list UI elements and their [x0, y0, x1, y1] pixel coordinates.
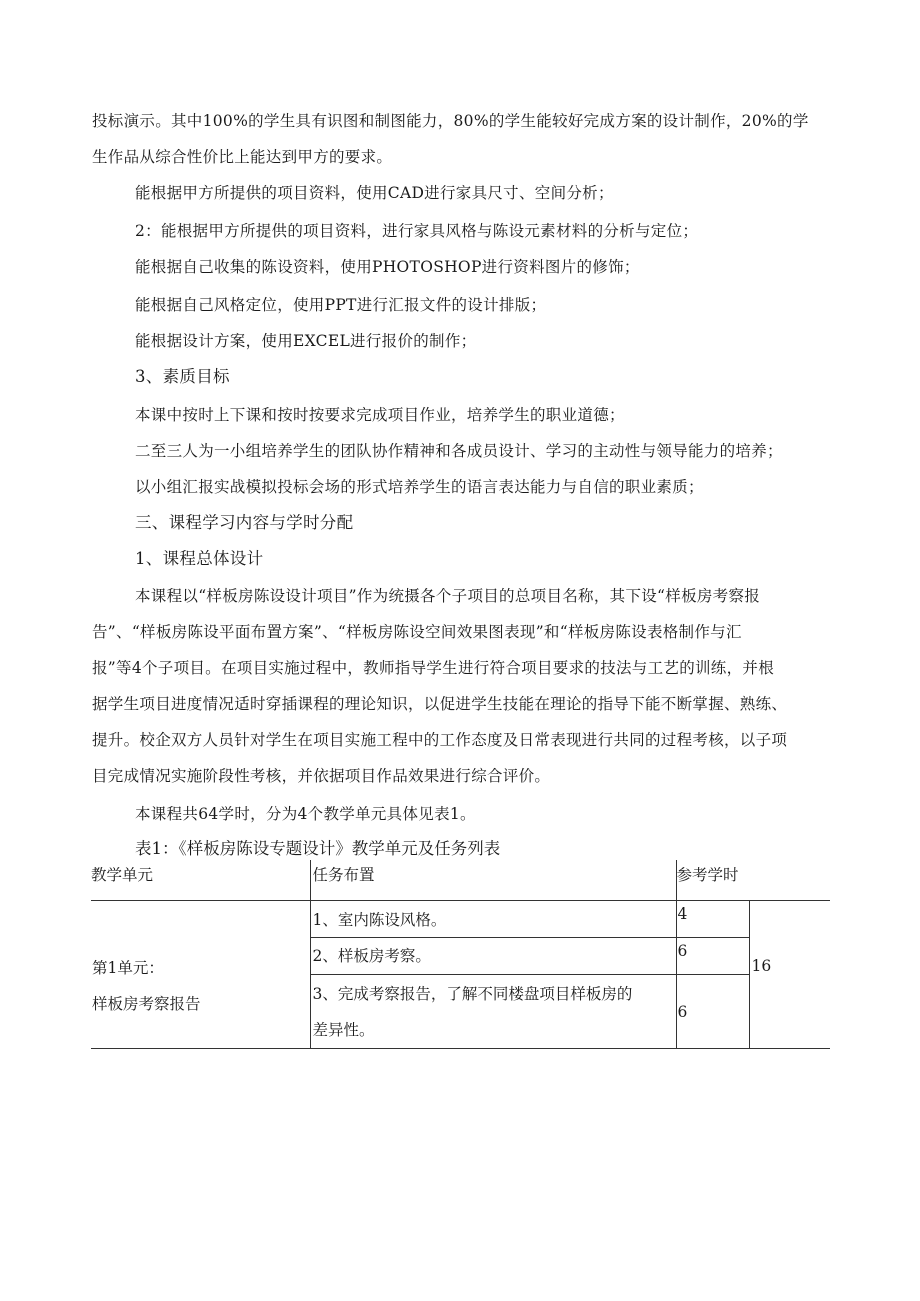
- skill-ppt: 能根据自己风格定位，使用PPT进行汇报文件的设计排版；: [135, 296, 547, 314]
- task-hours-value: 6: [677, 942, 688, 960]
- task-hours-value: 4: [677, 905, 688, 923]
- design-body-line4: 据学生项目进度情况适时穿插课程的理论知识，以促进学生技能在理论的指导下能不断掌握、熟练、: [92, 695, 788, 713]
- header-hours: [676, 860, 830, 901]
- header-hours-label: 参考学时: [676, 866, 739, 884]
- quality-item-2: 二至三人为一小组培养学生的团队协作精神和各成员设计、学习的主动性与领导能力的培养；: [135, 442, 783, 460]
- task-text-line1: 3、完成考察报告，了解不同楼盘项目样板房的: [312, 985, 633, 1003]
- header-unit: [91, 860, 310, 901]
- teaching-units-table: [91, 860, 830, 1049]
- task-cell: [310, 975, 676, 1049]
- header-tasks: [310, 860, 676, 901]
- quality-heading: 3、素质目标: [135, 367, 230, 386]
- section-heading: 三、课程学习内容与学时分配: [135, 513, 354, 532]
- header-tasks-label: 任务布置: [312, 866, 375, 884]
- unit-total-hours-value: 16: [751, 956, 772, 975]
- task-cell: [310, 938, 676, 975]
- task-text-line2: 差异性。: [312, 1021, 375, 1039]
- subsection-heading: 1、课程总体设计: [135, 549, 264, 568]
- task-hours: [676, 975, 749, 1049]
- hours-summary: 本课程共64学时，分为4个教学单元具体见表1。: [135, 805, 476, 823]
- skill-style-analysis: 2：能根据甲方所提供的项目资料，进行家具风格与陈设元素材料的分析与定位；: [135, 222, 699, 240]
- paragraph-intro-line1: 投标演示。其中100%的学生具有识图和制图能力，80%的学生能较好完成方案的设计制作，20%的学: [92, 112, 809, 130]
- design-body-line5: 提升。校企双方人员针对学生在项目实施工程中的工作态度及日常表现进行共同的过程考核，以子项: [92, 731, 788, 749]
- task-text: 1、室内陈设风格。: [312, 911, 447, 929]
- unit-cell: [91, 901, 310, 1049]
- table-caption: 表1：《样板房陈设专题设计》教学单元及任务列表: [135, 839, 501, 858]
- paragraph-intro-line2: 生作品从综合性价比上能达到甲方的要求。: [92, 148, 393, 166]
- quality-item-3: 以小组汇报实战模拟投标会场的形式培养学生的语言表达能力与自信的职业素质；: [135, 478, 704, 496]
- task-cell: [310, 901, 676, 938]
- skill-cad: 能根据甲方所提供的项目资料，使用CAD进行家具尺寸、空间分析；: [135, 184, 614, 202]
- task-text: 2、样板房考察。: [312, 947, 431, 965]
- table-header-row: [91, 860, 830, 901]
- task-hours: [676, 901, 749, 938]
- unit-title: 样板房考察报告: [92, 994, 201, 1013]
- unit-total-hours: [749, 901, 830, 1049]
- header-unit-label: 教学单元: [91, 866, 154, 884]
- table-row: [91, 901, 830, 938]
- quality-item-1: 本课中按时上下课和按时按要求完成项目作业，培养学生的职业道德；: [135, 406, 625, 424]
- skill-photoshop: 能根据自己收集的陈设资料，使用PHOTOSHOP进行资料图片的修饰；: [135, 258, 640, 276]
- design-body-line3: 报”等4个子项目。在项目实施过程中，教师指导学生进行符合项目要求的技法与工艺的训练，并根: [92, 659, 774, 677]
- design-body-line6: 目完成情况实施阶段性考核，并依据项目作品效果进行综合评价。: [92, 767, 551, 785]
- skill-excel: 能根据设计方案，使用EXCEL进行报价的制作；: [135, 332, 477, 350]
- unit-number: 第1单元：: [92, 958, 164, 977]
- task-hours: [676, 938, 749, 975]
- task-hours-value: 6: [677, 1002, 688, 1021]
- design-body-line2: 告”、“样板房陈设平面布置方案”、“样板房陈设空间效果图表现”和“样板房陈设表格制作与汇: [92, 623, 742, 641]
- design-body-line1: 本课程以“样板房陈设设计项目”作为统摄各个子项目的总项目名称，其下设“样板房考察报: [135, 587, 761, 605]
